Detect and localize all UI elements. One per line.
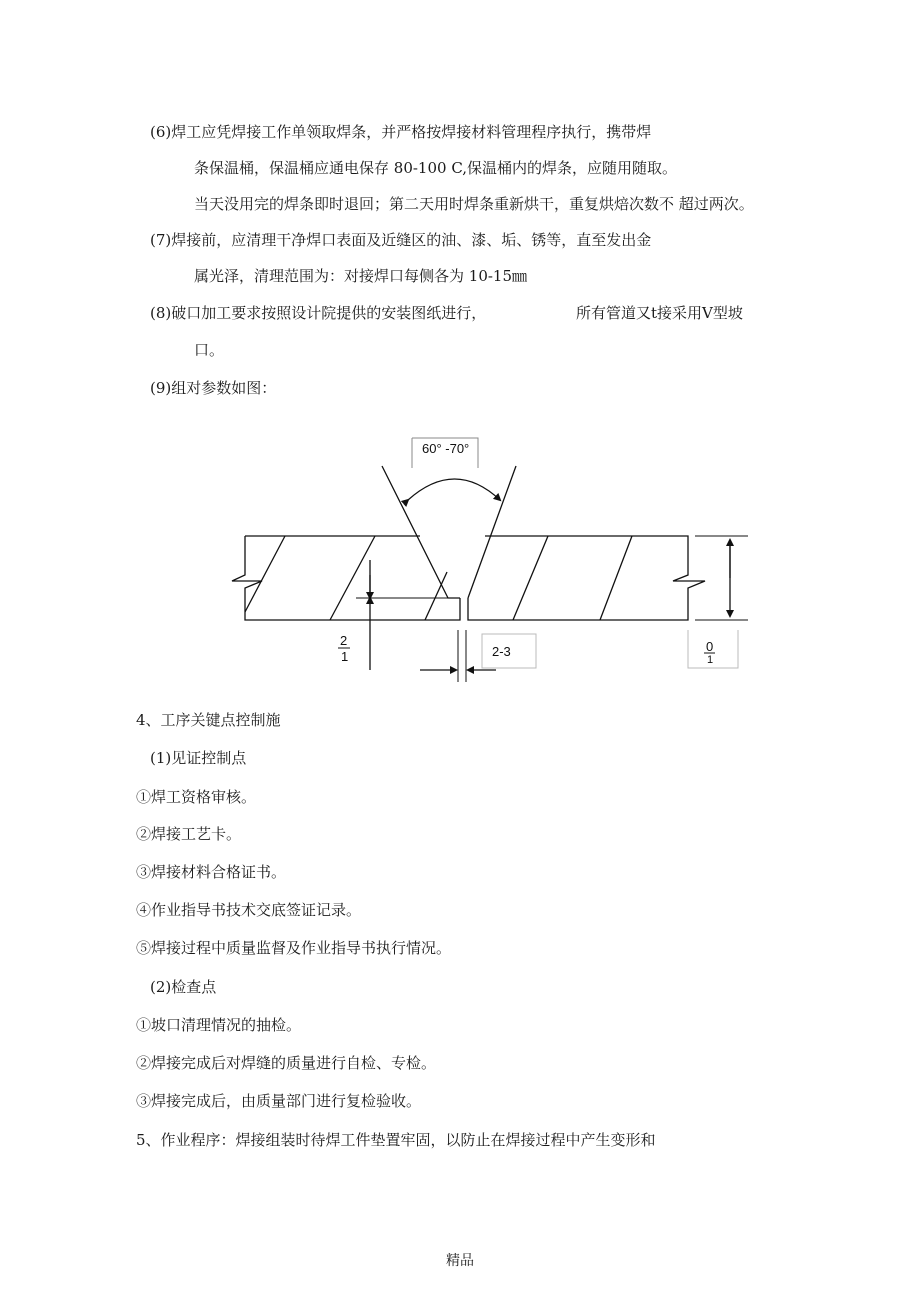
item6-line3: 当天没用完的焊条即时退回；第二天用时焊条重新烘干，重复烘焙次数不 超过两次。 (194, 195, 754, 213)
section4-sub1: (1)见证控制点 (150, 749, 247, 767)
hatch-right-1 (513, 536, 548, 620)
thickness-label-bottom: 1 (707, 654, 714, 666)
item8-line1b: 所有管道又t接采用V型坡 (576, 304, 743, 322)
angle-label: 60° -70° (422, 441, 470, 456)
section4-sub2-item: ③焊接完成后，由质量部门进行复检验收。 (136, 1092, 422, 1110)
item6-line1: (6)焊工应凭焊接工作单领取焊条，并严格按焊接材料管理程序执行，携带焊 (150, 123, 652, 141)
left-groove-face (382, 466, 460, 598)
hatch-right-2 (600, 536, 632, 620)
right-groove-face (468, 466, 516, 598)
hatch-left-1 (245, 536, 285, 612)
item9-line1: (9)组对参数如图： (150, 379, 277, 397)
item6-line2: 条保温桶，保温桶应通电保存 80-100 C,保温桶内的焊条，应随用随取。 (194, 159, 678, 177)
section4-title: 4、工序关键点控制施 (136, 711, 281, 729)
left-plate (232, 536, 460, 620)
thickness-label-top: 0 (706, 639, 714, 654)
section4-sub1-item: ③焊接材料合格证书。 (136, 863, 287, 881)
angle-arc (408, 479, 500, 500)
section4-sub2: (2)检查点 (150, 978, 217, 996)
section4-sub1-item: ④作业指导书技术交底签证记录。 (136, 901, 362, 919)
item7-line1: (7)焊接前，应清理干净焊口表面及近缝区的油、漆、垢、锈等，直至发出金 (150, 231, 652, 249)
section4-sub1-item: ⑤焊接过程中质量监督及作业指导书执行情况。 (136, 939, 452, 957)
page-footer: 精品 (446, 1253, 474, 1269)
hatch-left-3 (425, 572, 447, 620)
root-label-bottom: 1 (341, 649, 349, 664)
section4-sub1-item: ①焊工资格审核。 (136, 788, 257, 806)
item8-line2: 口。 (194, 341, 225, 359)
hatch-left-2 (330, 536, 375, 620)
section5-line1: 5、作业程序：焊接组装时待焊工件垫置牢固，以防止在焊接过程中产生变形和 (136, 1131, 656, 1149)
root-label-top: 2 (340, 633, 348, 648)
item7-line2: 属光泽，清理范围为：对接焊口每侧各为 10-15㎜ (194, 267, 528, 285)
section4-sub2-item: ①坡口清理情况的抽检。 (136, 1016, 302, 1034)
section4-sub2-item: ②焊接完成后对焊缝的质量进行自检、专检。 (136, 1054, 437, 1072)
gap-label: 2-3 (492, 644, 511, 659)
section4-sub1-item: ②焊接工艺卡。 (136, 825, 242, 843)
item8-line1a: (8)破口加工要求按照设计院提供的安装图纸进行， (150, 304, 487, 322)
right-plate (468, 536, 705, 620)
